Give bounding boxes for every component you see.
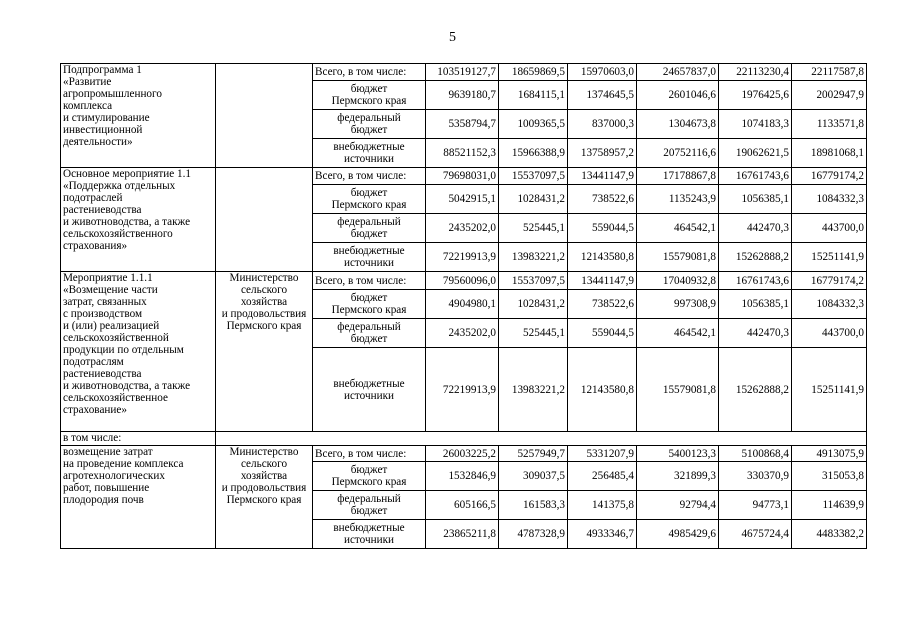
value-cell: 1532846,9 xyxy=(426,462,499,491)
value-cell: 141375,8 xyxy=(568,491,637,520)
value-cell: 309037,5 xyxy=(499,462,568,491)
program-name: возмещение затрат на проведение комплекса агротехнологических работ, повышение плодородия почв xyxy=(61,446,216,549)
value-cell: 15262888,2 xyxy=(719,243,792,272)
value-cell: 1133571,8 xyxy=(792,110,867,139)
value-cell: 738522,6 xyxy=(568,290,637,319)
value-cell: 88521152,3 xyxy=(426,139,499,168)
value-cell: 24657837,0 xyxy=(637,64,719,81)
executor xyxy=(216,168,313,272)
value-cell: 321899,3 xyxy=(637,462,719,491)
value-cell: 15262888,2 xyxy=(719,348,792,432)
value-cell: 16761743,6 xyxy=(719,168,792,185)
value-cell: 315053,8 xyxy=(792,462,867,491)
value-cell: 15251141,9 xyxy=(792,243,867,272)
value-cell: 1074183,3 xyxy=(719,110,792,139)
value-cell: 559044,5 xyxy=(568,319,637,348)
value-cell: 2601046,6 xyxy=(637,81,719,110)
value-cell: 16779174,2 xyxy=(792,168,867,185)
value-cell: 5100868,4 xyxy=(719,446,792,462)
value-cell: 5331207,9 xyxy=(568,446,637,462)
funding-source: федеральный бюджет xyxy=(313,319,426,348)
value-cell: 15579081,8 xyxy=(637,348,719,432)
value-cell: 1084332,3 xyxy=(792,290,867,319)
value-cell: 5400123,3 xyxy=(637,446,719,462)
value-cell: 1028431,2 xyxy=(499,185,568,214)
value-cell: 5042915,1 xyxy=(426,185,499,214)
value-cell: 442470,3 xyxy=(719,214,792,243)
executor xyxy=(216,64,313,168)
value-cell: 13441147,9 xyxy=(568,168,637,185)
funding-source: Всего, в том числе: xyxy=(313,64,426,81)
value-cell: 4904980,1 xyxy=(426,290,499,319)
value-cell: 23865211,8 xyxy=(426,520,499,549)
value-cell: 2435202,0 xyxy=(426,319,499,348)
value-cell: 443700,0 xyxy=(792,319,867,348)
funding-source: внебюджетные источники xyxy=(313,139,426,168)
value-cell: 12143580,8 xyxy=(568,348,637,432)
value-cell: 1374645,5 xyxy=(568,81,637,110)
value-cell: 92794,4 xyxy=(637,491,719,520)
value-cell: 5358794,7 xyxy=(426,110,499,139)
value-cell: 464542,1 xyxy=(637,319,719,348)
value-cell: 1056385,1 xyxy=(719,290,792,319)
value-cell: 2435202,0 xyxy=(426,214,499,243)
funding-source: внебюджетные источники xyxy=(313,243,426,272)
funding-source: бюджет Пермского края xyxy=(313,290,426,319)
value-cell: 4985429,6 xyxy=(637,520,719,549)
program-name: Основное мероприятие 1.1 «Поддержка отдельных подотраслей растениеводства и животноводства, а также сельскохозяйственного страхования» xyxy=(61,168,216,272)
value-cell: 443700,0 xyxy=(792,214,867,243)
value-cell: 72219913,9 xyxy=(426,348,499,432)
funding-source: бюджет Пермского края xyxy=(313,81,426,110)
funding-source: Всего, в том числе: xyxy=(313,446,426,462)
value-cell: 20752116,6 xyxy=(637,139,719,168)
value-cell: 13441147,9 xyxy=(568,272,637,290)
value-cell: 19062621,5 xyxy=(719,139,792,168)
table-row xyxy=(61,168,867,185)
value-cell: 4913075,9 xyxy=(792,446,867,462)
value-cell: 15537097,5 xyxy=(499,168,568,185)
value-cell: 16779174,2 xyxy=(792,272,867,290)
value-cell: 1135243,9 xyxy=(637,185,719,214)
value-cell: 4483382,2 xyxy=(792,520,867,549)
value-cell: 22113230,4 xyxy=(719,64,792,81)
value-cell: 738522,6 xyxy=(568,185,637,214)
value-cell: 1976425,6 xyxy=(719,81,792,110)
value-cell: 1009365,5 xyxy=(499,110,568,139)
value-cell: 13758957,2 xyxy=(568,139,637,168)
value-cell: 114639,9 xyxy=(792,491,867,520)
program-name: Подпрограмма 1 «Развитие агропромышленного комплекса и стимулирование инвестиционной деятельности» xyxy=(61,64,216,168)
value-cell: 17178867,8 xyxy=(637,168,719,185)
value-cell: 1056385,1 xyxy=(719,185,792,214)
value-cell: 13983221,2 xyxy=(499,243,568,272)
value-cell: 15537097,5 xyxy=(499,272,568,290)
value-cell: 79560096,0 xyxy=(426,272,499,290)
including-row xyxy=(61,432,867,446)
funding-source: Всего, в том числе: xyxy=(313,168,426,185)
value-cell: 22117587,8 xyxy=(792,64,867,81)
value-cell: 4675724,4 xyxy=(719,520,792,549)
value-cell: 559044,5 xyxy=(568,214,637,243)
funding-source: Всего, в том числе: xyxy=(313,272,426,290)
budget-table xyxy=(60,63,867,549)
value-cell: 18659869,5 xyxy=(499,64,568,81)
value-cell: 4933346,7 xyxy=(568,520,637,549)
value-cell: 79698031,0 xyxy=(426,168,499,185)
value-cell: 1084332,3 xyxy=(792,185,867,214)
funding-source: внебюджетные источники xyxy=(313,520,426,549)
value-cell: 4787328,9 xyxy=(499,520,568,549)
funding-source: бюджет Пермского края xyxy=(313,462,426,491)
value-cell: 525445,1 xyxy=(499,319,568,348)
value-cell: 72219913,9 xyxy=(426,243,499,272)
empty-cell xyxy=(216,432,867,446)
table-row xyxy=(61,446,867,462)
value-cell: 103519127,7 xyxy=(426,64,499,81)
executor: Министерство сельского хозяйства и продовольствия Пермского края xyxy=(216,272,313,432)
program-name: Мероприятие 1.1.1 «Возмещение части затрат, связанных с производством и (или) реализацией сельскохозяйственной продукции по отдельным подотраслям растениеводства и животноводства, а также сельскохозяйственное страхование» xyxy=(61,272,216,432)
value-cell: 17040932,8 xyxy=(637,272,719,290)
value-cell: 15579081,8 xyxy=(637,243,719,272)
value-cell: 15251141,9 xyxy=(792,348,867,432)
value-cell: 442470,3 xyxy=(719,319,792,348)
value-cell: 1028431,2 xyxy=(499,290,568,319)
funding-source: федеральный бюджет xyxy=(313,110,426,139)
page-number: 5 xyxy=(449,30,456,45)
value-cell: 5257949,7 xyxy=(499,446,568,462)
table-row xyxy=(61,64,867,81)
value-cell: 525445,1 xyxy=(499,214,568,243)
funding-source: бюджет Пермского края xyxy=(313,185,426,214)
executor: Министерство сельского хозяйства и продовольствия Пермского края xyxy=(216,446,313,549)
table-body xyxy=(61,64,867,549)
value-cell: 13983221,2 xyxy=(499,348,568,432)
value-cell: 9639180,7 xyxy=(426,81,499,110)
value-cell: 2002947,9 xyxy=(792,81,867,110)
value-cell: 15970603,0 xyxy=(568,64,637,81)
value-cell: 837000,3 xyxy=(568,110,637,139)
value-cell: 15966388,9 xyxy=(499,139,568,168)
including-label: в том числе: xyxy=(61,432,216,446)
value-cell: 997308,9 xyxy=(637,290,719,319)
value-cell: 161583,3 xyxy=(499,491,568,520)
value-cell: 605166,5 xyxy=(426,491,499,520)
value-cell: 94773,1 xyxy=(719,491,792,520)
funding-source: федеральный бюджет xyxy=(313,214,426,243)
funding-source: федеральный бюджет xyxy=(313,491,426,520)
value-cell: 330370,9 xyxy=(719,462,792,491)
value-cell: 12143580,8 xyxy=(568,243,637,272)
value-cell: 16761743,6 xyxy=(719,272,792,290)
value-cell: 26003225,2 xyxy=(426,446,499,462)
value-cell: 256485,4 xyxy=(568,462,637,491)
value-cell: 1684115,1 xyxy=(499,81,568,110)
table-row xyxy=(61,272,867,290)
value-cell: 18981068,1 xyxy=(792,139,867,168)
funding-source: внебюджетные источники xyxy=(313,348,426,432)
value-cell: 1304673,8 xyxy=(637,110,719,139)
value-cell: 464542,1 xyxy=(637,214,719,243)
